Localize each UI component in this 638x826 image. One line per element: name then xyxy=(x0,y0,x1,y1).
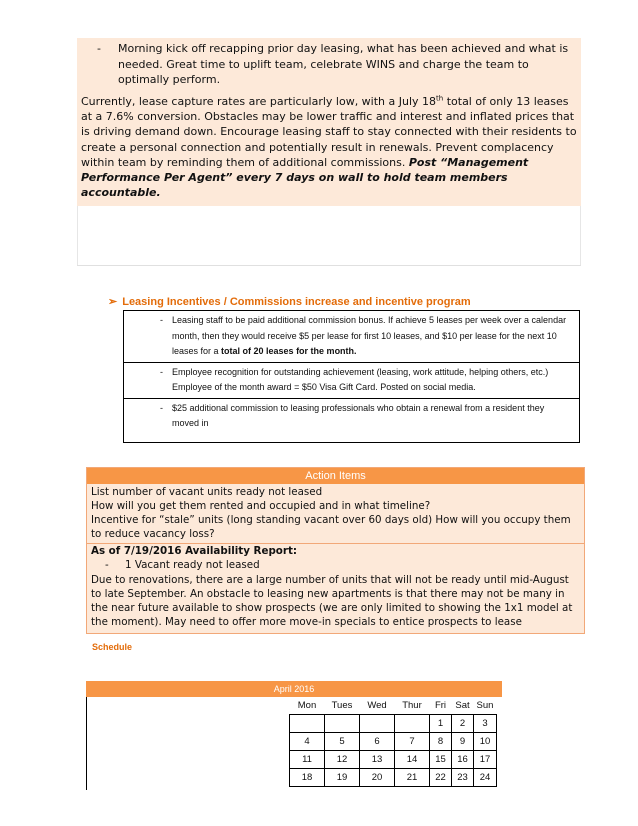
action-items-title: Action Items xyxy=(87,468,584,484)
action-line: List number of vacant units ready not leased xyxy=(91,486,323,498)
calendar-day-cell: 17 xyxy=(474,751,497,769)
calendar-week-row xyxy=(290,769,497,787)
calendar-day-cell: 14 xyxy=(395,751,430,769)
action-line: How will you get them rented and occupied and in what timeline? xyxy=(91,500,431,512)
calendar-day-cell: 24 xyxy=(474,769,497,787)
calendar-day-cell: 8 xyxy=(430,733,452,751)
incentive-row xyxy=(124,398,580,442)
action-line: Incentive for “stale” units (long standing vacant over 60 days old) How will you occupy them to reduce vacancy loss? xyxy=(91,514,571,540)
incentives-table xyxy=(123,310,580,443)
paragraph-bold-callout: Post “Management Performance Per Agent” every 7 days on wall to hold team members accountable. xyxy=(81,155,529,200)
calendar-day-cell: 16 xyxy=(452,751,474,769)
calendar-day-cell: 20 xyxy=(360,769,395,787)
bullet-dash: - xyxy=(160,366,163,377)
availability-sub-text: 1 Vacant ready not leased xyxy=(125,559,260,572)
incentives-heading xyxy=(108,295,471,308)
calendar-day-cell: 12 xyxy=(325,751,360,769)
availability-body: Due to renovations, there are a large number of units that will not be ready until mid-August to late September. An obstacle to leasing new apartments is that there may not be many in the near future available to show prospects (we are only limited to showing the 1x1 model at the moment). May need to offer more move-in specials to entice prospects to lease xyxy=(91,573,573,629)
availability-sub-item xyxy=(91,558,580,572)
weekday-label: Mon xyxy=(297,700,317,711)
calendar-day-cell xyxy=(360,715,395,733)
calendar xyxy=(86,681,502,783)
calendar-week-row xyxy=(290,715,497,733)
calendar-day-cell: 3 xyxy=(474,715,497,733)
bullet-dash: - xyxy=(160,315,163,325)
calendar-day-cell: 4 xyxy=(290,733,325,751)
calendar-day-cell: 18 xyxy=(290,769,325,787)
incentive-item xyxy=(124,363,579,398)
calendar-left-border xyxy=(86,697,87,790)
availability-report-title: As of 7/19/2016 Availability Report: xyxy=(91,545,298,557)
lease-capture-paragraph xyxy=(81,94,579,200)
weekday-label: Sun xyxy=(476,700,494,711)
calendar-day-cell: 2 xyxy=(452,715,474,733)
calendar-day-cell: 13 xyxy=(360,751,395,769)
calendar-day-cell: 9 xyxy=(452,733,474,751)
incentives-heading-text: Leasing Incentives / Commissions increase and incentive program xyxy=(122,296,471,308)
incentive-row xyxy=(124,362,580,398)
calendar-day-cell: 23 xyxy=(452,769,474,787)
paragraph-part1: Currently, lease capture rates are particularly low, with a July 18 xyxy=(81,95,437,108)
performance-notes-box xyxy=(77,38,581,266)
weekday-label: Thur xyxy=(402,700,422,711)
action-items-table xyxy=(86,467,585,634)
incentive-bold: total of 20 leases for the month. xyxy=(221,346,357,356)
weekday-header-row xyxy=(290,697,497,715)
paragraph-part2: total of only 13 leases at a 7.6% conversion. Obstacles may be lower traffic and interest and inflated prices that is driving demand down. Encourage leasing staff to stay connected with their residents to create a personal connection and potentially result in renewals. Prevent complacency within team by reminding them of additional commissions. xyxy=(81,95,577,169)
paragraph-sup: th xyxy=(436,94,444,103)
schedule-label: Schedule xyxy=(92,642,133,652)
calendar-day-cell xyxy=(395,715,430,733)
calendar-day-cell: 1 xyxy=(430,715,452,733)
calendar-day-cell: 6 xyxy=(360,733,395,751)
incentive-item xyxy=(124,311,579,362)
calendar-day-cell: 11 xyxy=(290,751,325,769)
incentive-text: Employee recognition for outstanding achievement (leasing, work attitude, helping others, etc.) Employee of the month award = $50 Visa Gift Card. Posted on social media. xyxy=(172,366,549,392)
incentive-row xyxy=(124,311,580,363)
calendar-week-row xyxy=(290,733,497,751)
arrow-bullet-icon: ➢ xyxy=(108,296,118,308)
bullet-dash: - xyxy=(97,42,101,55)
calendar-day-cell: 15 xyxy=(430,751,452,769)
calendar-day-cell xyxy=(325,715,360,733)
calendar-day-cell: 7 xyxy=(395,733,430,751)
availability-report xyxy=(87,544,584,633)
incentive-text: $25 additional commission to leasing professionals who obtain a renewal from a resident they moved in xyxy=(172,402,545,428)
weekday-label: Sat xyxy=(455,700,470,711)
calendar-day-cell: 19 xyxy=(325,769,360,787)
incentive-item xyxy=(124,399,579,442)
morning-kickoff-text: Morning kick off recapping prior day leasing, what has been achieved and what is needed. Great time to uplift team, celebrate WINS and charge the team to optimally perform. xyxy=(118,42,569,86)
calendar-day-cell: 21 xyxy=(395,769,430,787)
bullet-dash: - xyxy=(160,402,163,413)
calendar-day-cell: 22 xyxy=(430,769,452,787)
calendar-day-cell xyxy=(290,715,325,733)
weekday-label: Tues xyxy=(331,700,353,711)
calendar-title: April 2016 xyxy=(86,681,502,697)
calendar-day-cell: 5 xyxy=(325,733,360,751)
weekday-label: Wed xyxy=(367,700,387,711)
calendar-grid xyxy=(289,697,497,787)
action-items-questions xyxy=(87,484,584,544)
weekday-label: Fri xyxy=(434,700,447,711)
incentive-text: Leasing staff to be paid additional commission bonus. If achieve 5 leases per week over a calendar month, then they would receive $5 per lease for first 10 leases, and $10 per lease for the next 10 leases for a xyxy=(172,315,567,356)
bullet-dash: - xyxy=(105,559,109,572)
calendar-week-row xyxy=(290,751,497,769)
calendar-day-cell: 10 xyxy=(474,733,497,751)
empty-table-row xyxy=(77,206,581,265)
